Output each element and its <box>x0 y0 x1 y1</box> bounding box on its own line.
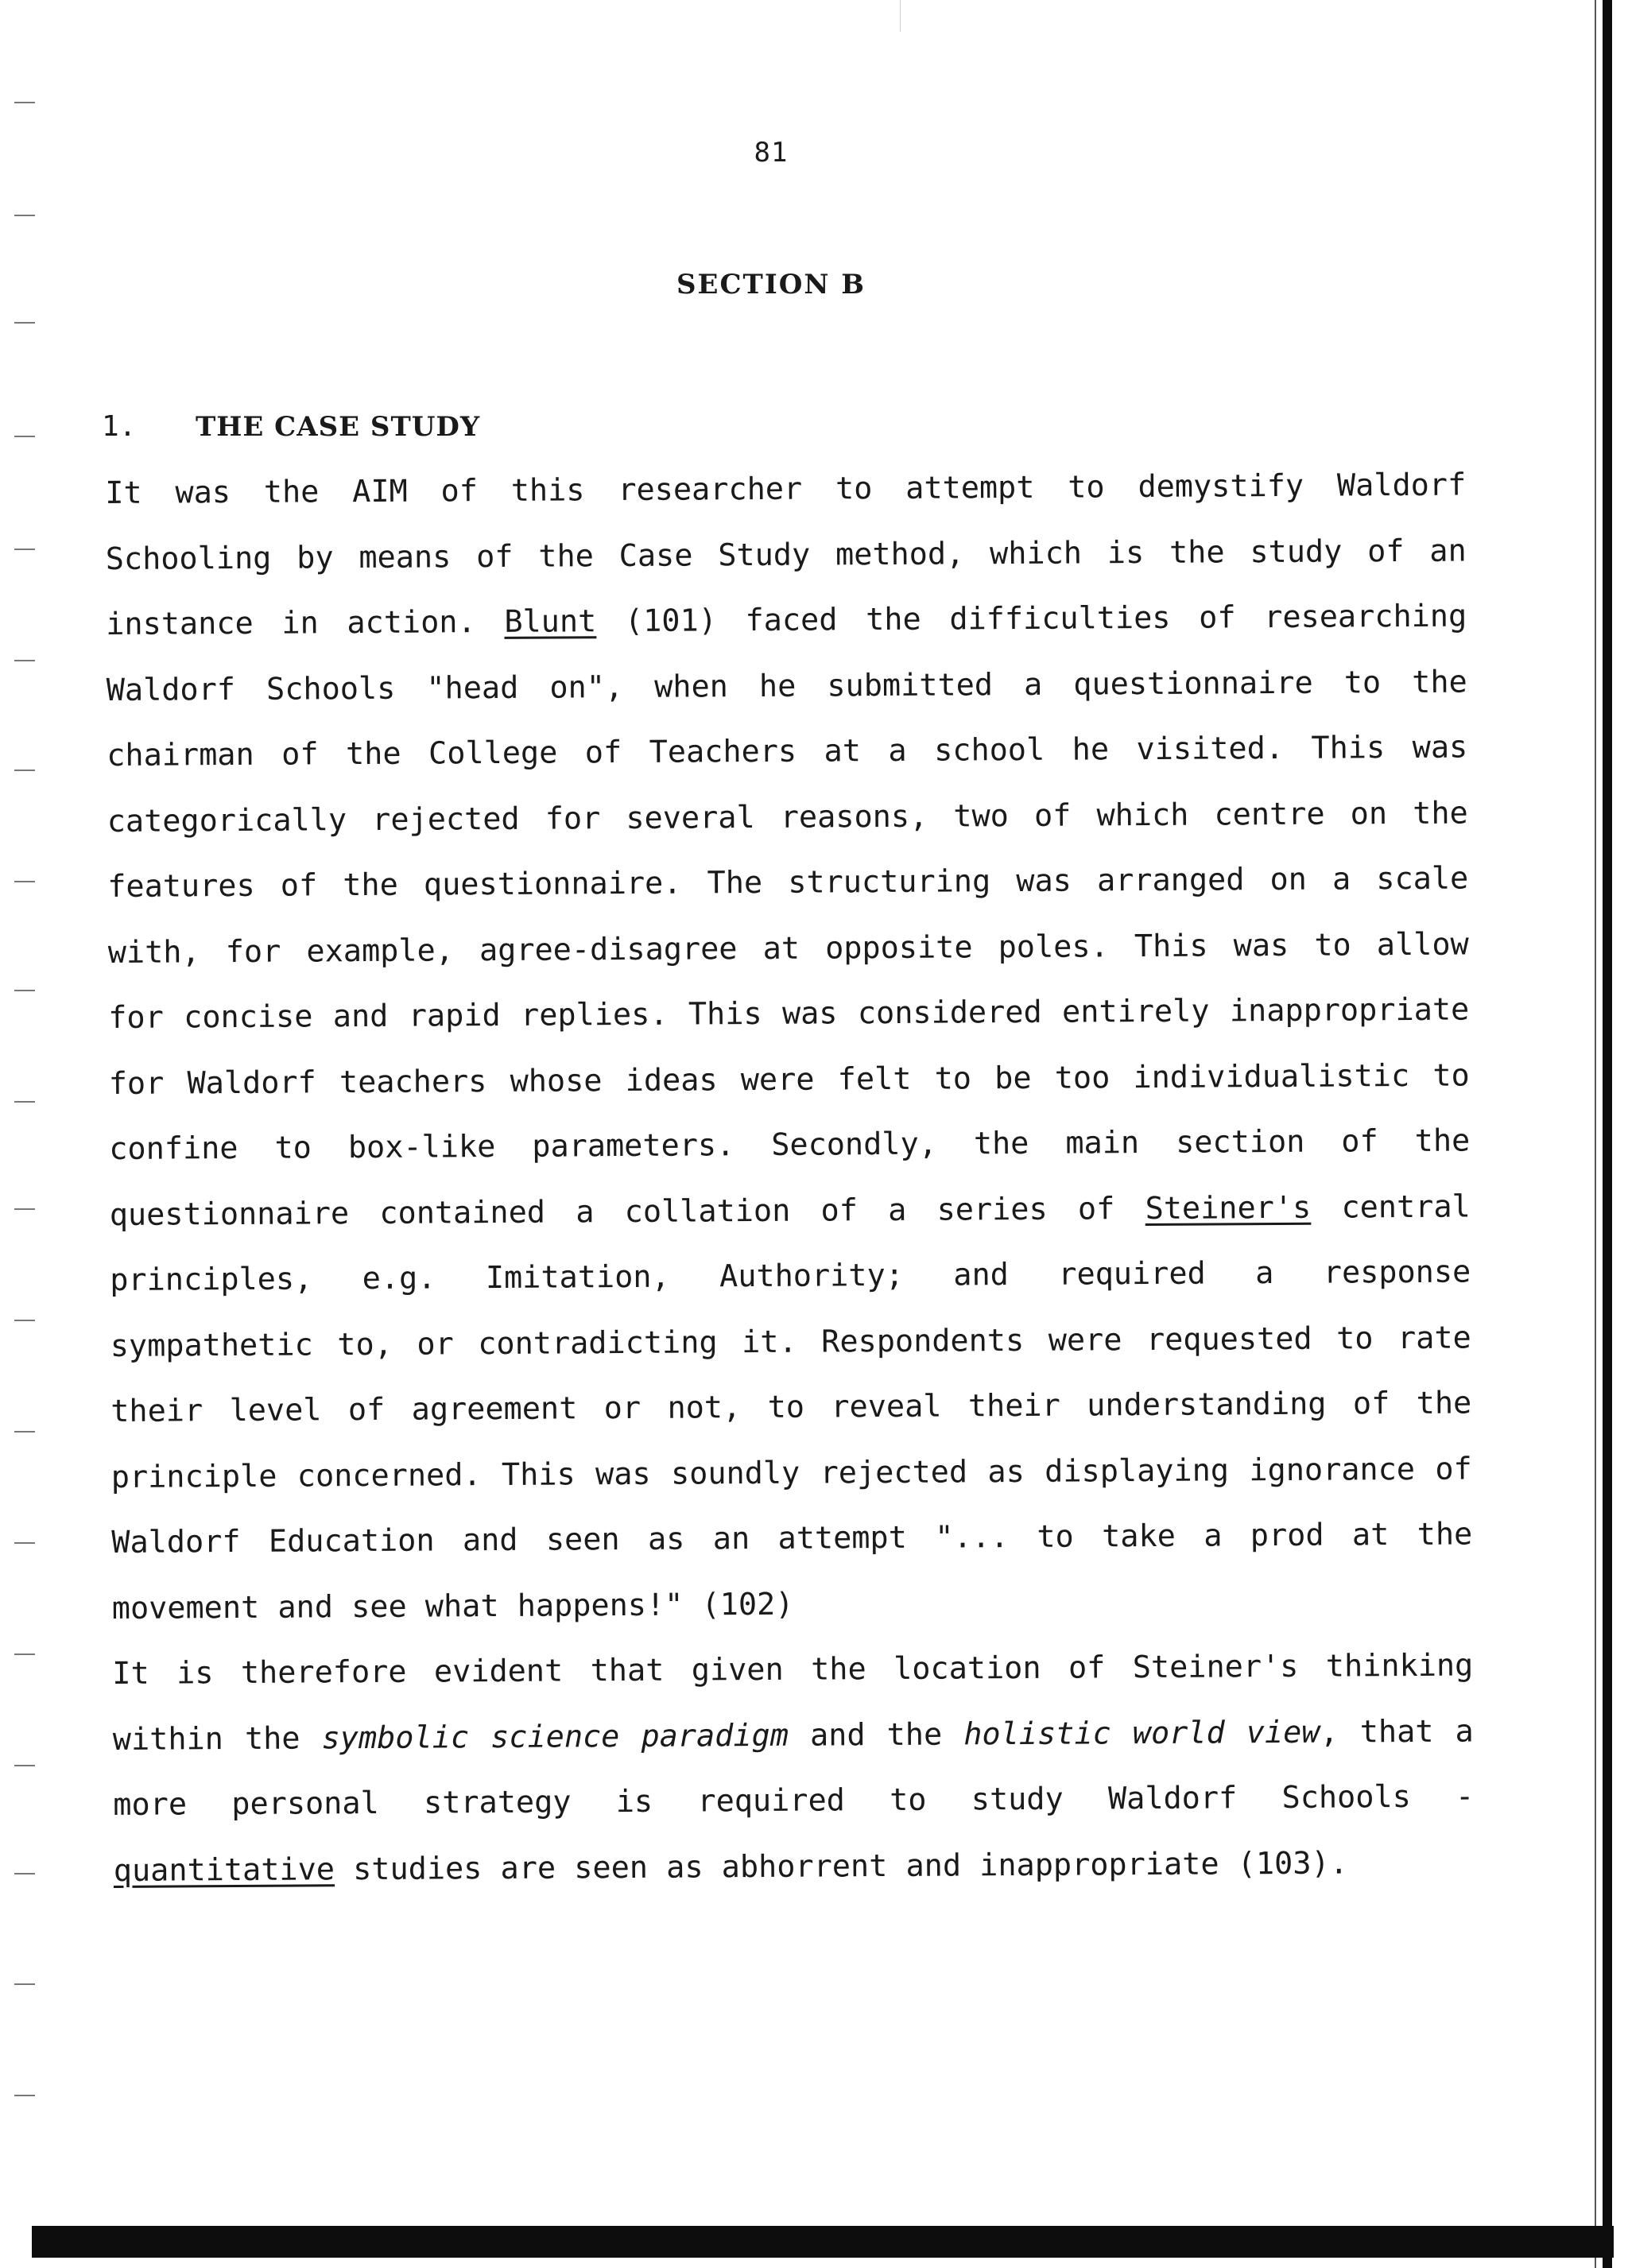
binding-marks <box>14 0 46 2268</box>
heading-number: 1. <box>102 410 137 443</box>
page-number: 81 <box>754 137 789 169</box>
section-heading <box>102 410 480 443</box>
body-text <box>105 453 1475 1904</box>
scan-edge-thin <box>1595 0 1596 2268</box>
scan-edge-bottom <box>32 2226 1614 2258</box>
emphasis-symbolic: symbolic science paradigm <box>321 1717 789 1756</box>
paragraph-2: It is therefore evident that given the location of Steiner's thinking within the symbolic science paradigm and the holistic world view, that a more personal strategy is required to study Waldorf Schools - quantitative studies are seen as abhorrent and inappropriate (103). <box>112 1647 1475 1889</box>
paragraph-1: It was the AIM of this researcher to attempt to demystify Waldorf Schooling by means of the Case Study method, which is the study of an instance in action. Blunt (101) faced the difficulties of researching Waldorf Schools "head on", when he submitted a questionnaire to the chairman of the College of Teachers at a school he visited. This was categorically rejected for several reasons, two of which centre on the features of the questionnaire. The structuring was arranged on a scale with, for example, agree-disagree at opposite poles. This was to allow for concise and rapid replies. This was considered entirely inappropriate for Waldorf teachers whose ideas were felt to be too individualistic to confine to box-like parameters. Secondly, the main section of the questionnaire contained a collation of a series of Steiner's central principles, e.g. Imitation, Authority; and required a response sympathetic to, or contradicting it. Respondents were requested to rate their level of agreement or not, to reveal their understanding of the principle concerned. This was soundly rejected as displaying ignorance of Waldorf Education and seen as an attempt "... to take a prod at the movement and see what happens!" (102) <box>105 467 1473 1626</box>
section-title: SECTION B <box>676 269 866 300</box>
citation-blunt: Blunt <box>504 603 597 640</box>
citation-steiner: Steiner's <box>1145 1189 1312 1227</box>
emphasis-quantitative: quantitative <box>113 1851 335 1889</box>
emphasis-holistic: holistic world view <box>963 1714 1320 1752</box>
heading-text: THE CASE STUDY <box>196 411 481 443</box>
scan-edge-right <box>1603 0 1612 2268</box>
fold-line <box>900 0 901 32</box>
